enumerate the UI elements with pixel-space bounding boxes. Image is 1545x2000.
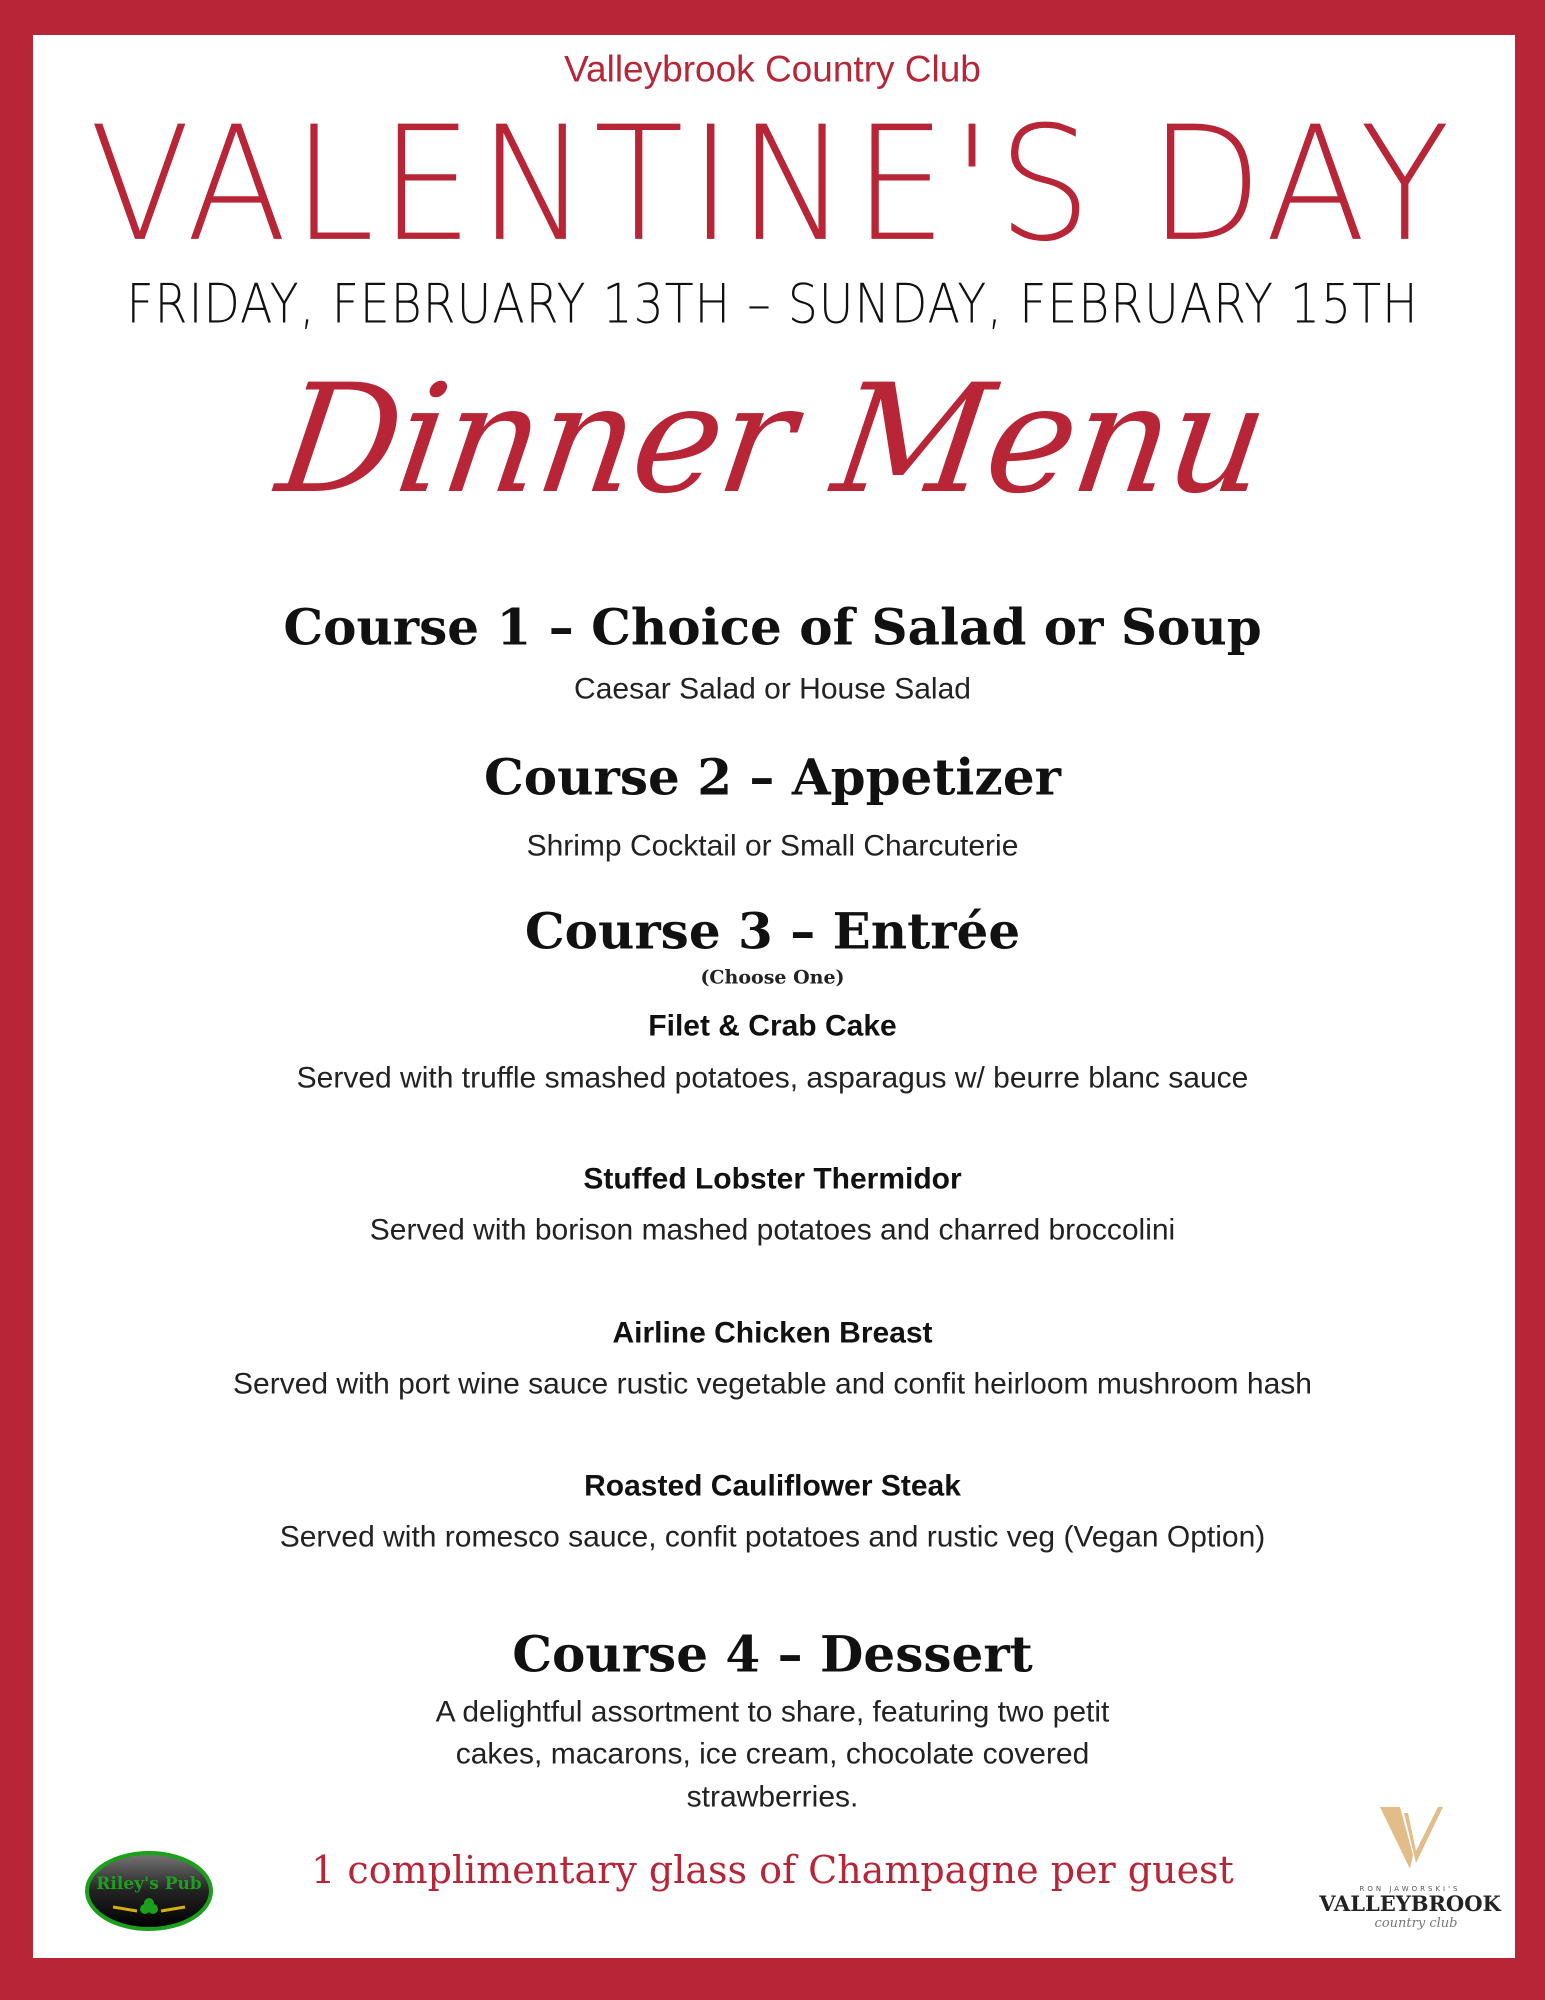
logo-top-text: RON JAWORSKI'S <box>1359 1885 1461 1893</box>
entree-description: Served with borison mashed potatoes and charred broccolini <box>369 1213 1176 1247</box>
course-2-heading: Course 2 – Appetizer <box>484 747 1061 807</box>
rileys-pub-logo <box>85 1851 213 1931</box>
entree-name: Filet & Crab Cake <box>648 1009 897 1043</box>
dessert-description-line: cakes, macarons, ice cream, chocolate covered <box>455 1737 1090 1771</box>
logo-sub-text: country club <box>1374 1916 1458 1931</box>
entree-name: Roasted Cauliflower Steak <box>584 1469 961 1503</box>
dessert-description-line: A delightful assortment to share, featuring two petit <box>435 1695 1110 1729</box>
course-1-description: Caesar Salad or House Salad <box>574 672 971 706</box>
event-title: VALENTINE'S DAY <box>89 92 1456 277</box>
dessert-description-line: strawberries. <box>686 1780 859 1814</box>
rileys-pub-logo-text: Riley's Pub <box>96 1874 202 1894</box>
course-4-heading: Course 4 – Dessert <box>512 1624 1033 1684</box>
entree-name: Stuffed Lobster Thermidor <box>583 1162 962 1196</box>
club-name: Valleybrook Country Club <box>564 48 981 90</box>
valleybrook-logo <box>1318 1793 1502 1933</box>
logo-name-text: VALLEYBROOK <box>1319 1891 1501 1916</box>
course-3-heading: Course 3 – Entrée <box>524 901 1021 961</box>
course-3-note: (Choose One) <box>700 966 845 989</box>
entree-description: Served with truffle smashed potatoes, asparagus w/ beurre blanc sauce <box>296 1061 1249 1095</box>
dinner-menu-heading: Dinner Menu <box>268 353 1277 527</box>
course-2-description: Shrimp Cocktail or Small Charcuterie <box>526 829 1019 863</box>
entree-description: Served with romesco sauce, confit potatoes and rustic veg (Vegan Option) <box>279 1520 1266 1554</box>
entree-name: Airline Chicken Breast <box>612 1316 933 1350</box>
champagne-note: 1 complimentary glass of Champagne per guest <box>311 1848 1234 1893</box>
event-dates: FRIDAY, FEBRUARY 13TH – SUNDAY, FEBRUARY 15TH <box>126 272 1419 336</box>
entree-description: Served with port wine sauce rustic vegetable and confit heirloom mushroom hash <box>233 1367 1312 1401</box>
course-1-heading: Course 1 – Choice of Salad or Soup <box>283 597 1262 657</box>
